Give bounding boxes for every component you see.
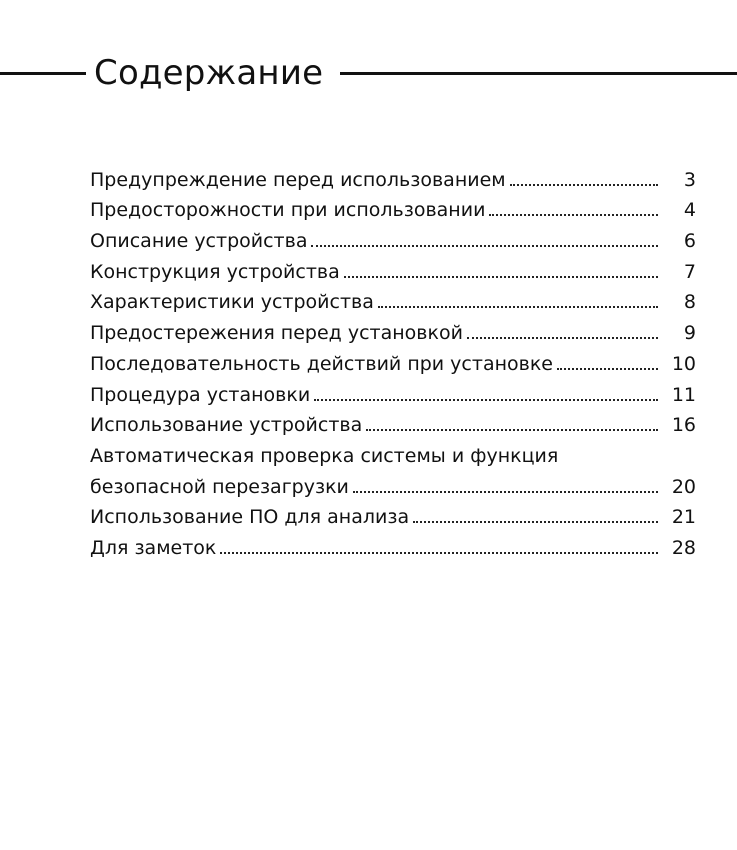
toc-entry-page: 21 — [671, 506, 696, 529]
table-of-contents — [90, 160, 696, 559]
toc-entry-title: Автоматическая проверка системы и функция — [90, 444, 559, 467]
toc-entry[interactable] — [90, 283, 696, 314]
toc-entry-title: Последовательность действий при установке — [90, 352, 553, 375]
toc-entry-page: 10 — [671, 352, 696, 375]
toc-entry-title: Конструкция устройства — [90, 260, 340, 283]
toc-entry-page: 16 — [671, 414, 696, 437]
dot-leader — [311, 245, 658, 247]
toc-entry-title: Использование ПО для анализа — [90, 506, 410, 529]
toc-entry[interactable] — [90, 467, 696, 498]
toc-entry[interactable] — [90, 160, 696, 191]
toc-entry-page: 20 — [671, 475, 696, 498]
toc-entry-page: 11 — [671, 383, 696, 406]
dot-leader — [378, 306, 658, 308]
toc-entry[interactable] — [90, 191, 696, 222]
toc-entry-page: 7 — [683, 260, 696, 283]
toc-entry-page: 9 — [683, 322, 696, 345]
toc-entry-page: 28 — [671, 536, 696, 559]
page-title: Содержание — [94, 53, 324, 93]
toc-entry[interactable] — [90, 498, 696, 529]
toc-entry-title: Описание устройства — [90, 230, 308, 253]
heading-rule-right — [340, 72, 737, 75]
dot-leader — [314, 399, 658, 401]
toc-entry[interactable] — [90, 313, 696, 344]
toc-entry-page: 4 — [683, 199, 696, 222]
dot-leader — [413, 521, 658, 523]
toc-entry-first-line[interactable] — [90, 436, 696, 467]
toc-entry-title: Предупреждение перед использованием — [90, 168, 506, 191]
toc-entry-title: Использование устройства — [90, 414, 363, 437]
toc-entry-title: Предосторожности при использовании — [90, 199, 486, 222]
toc-entry-page: 8 — [683, 291, 696, 314]
dot-leader — [510, 184, 658, 186]
toc-entry[interactable] — [90, 252, 696, 283]
toc-entry[interactable] — [90, 221, 696, 252]
dot-leader — [489, 214, 658, 216]
heading-rule-left — [0, 72, 86, 75]
contents-heading — [0, 52, 737, 96]
toc-entry[interactable] — [90, 375, 696, 406]
toc-entry-title: безопасной перезагрузки — [90, 475, 349, 498]
toc-entry-title: Характеристики устройства — [90, 291, 374, 314]
toc-entry-title: Для заметок — [90, 536, 217, 559]
dot-leader — [220, 552, 658, 554]
dot-leader — [467, 337, 658, 339]
toc-entry-title: Предостережения перед установкой — [90, 322, 463, 345]
toc-entry-title: Процедура установки — [90, 383, 311, 406]
dot-leader — [353, 491, 658, 493]
toc-entry[interactable] — [90, 528, 696, 559]
toc-entry-page: 3 — [683, 168, 696, 191]
dot-leader — [557, 368, 658, 370]
dot-leader — [366, 429, 658, 431]
toc-entry[interactable] — [90, 344, 696, 375]
toc-entry[interactable] — [90, 406, 696, 437]
toc-entry-page: 6 — [683, 230, 696, 253]
dot-leader — [344, 276, 658, 278]
